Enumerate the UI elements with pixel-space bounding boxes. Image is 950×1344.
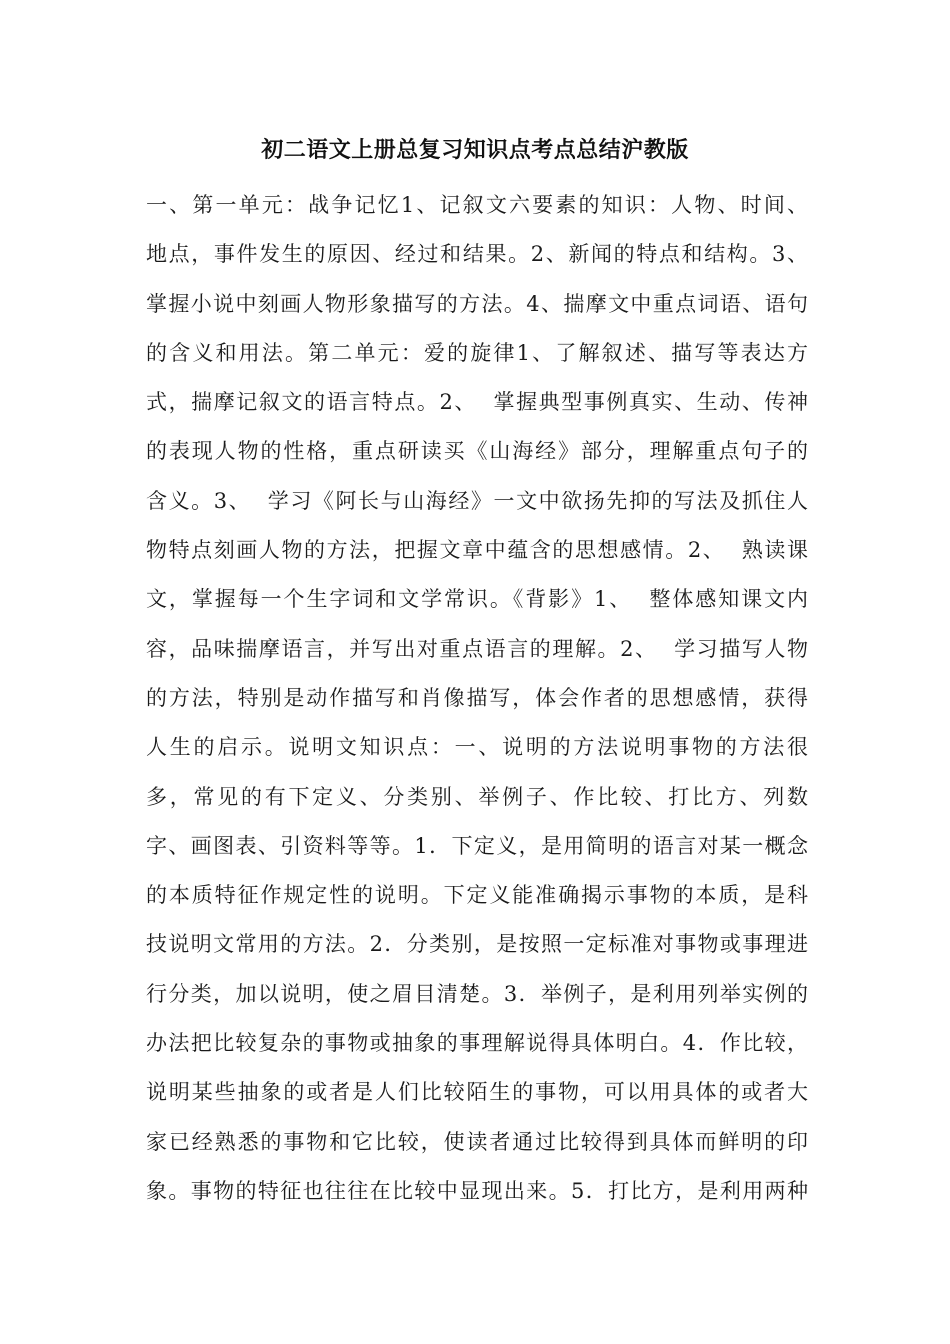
body-line-8: 物特点刻画人物的方法，把握文章中蕴含的思想感情。2、 熟读课 xyxy=(146,538,808,563)
body-line-19: 说明某些抽象的或者是人们比较陌生的事物，可以用具体的或者大 xyxy=(146,1080,808,1105)
body-line-17: 行分类，加以说明，使之眉目清楚。3．举例子，是利用列举实例的 xyxy=(146,981,808,1006)
body-line-13: 多，常见的有下定义、分类别、举例子、作比较、打比方、列数 xyxy=(146,784,808,809)
body-line-4: 的含义和用法。第二单元：爱的旋律1、了解叙述、描写等表达方 xyxy=(146,340,808,365)
body-line-21: 象。事物的特征也往往在比较中显现出来。5．打比方，是利用两种 xyxy=(146,1178,808,1203)
body-line-12: 人生的启示。说明文知识点：一、说明的方法说明事物的方法很 xyxy=(146,735,808,760)
body-line-15: 的本质特征作规定性的说明。下定义能准确揭示事物的本质，是科 xyxy=(146,883,808,908)
body-line-9: 文，掌握每一个生字词和文学常识。《背影》1、 整体感知课文内 xyxy=(146,587,808,612)
body-line-5: 式，揣摩记叙文的语言特点。2、 掌握典型事例真实、生动、传神 xyxy=(146,390,808,415)
body-line-3: 掌握小说中刻画人物形象描写的方法。4、揣摩文中重点词语、语句 xyxy=(146,291,808,316)
body-line-10: 容，品味揣摩语言，并写出对重点语言的理解。2、 学习描写人物 xyxy=(146,636,808,661)
body-line-20: 家已经熟悉的事物和它比较，使读者通过比较得到具体而鲜明的印 xyxy=(146,1129,808,1154)
body-line-2: 地点，事件发生的原因、经过和结果。2、新闻的特点和结构。3、 xyxy=(146,242,808,267)
document-title: 初二语文上册总复习知识点考点总结沪教版 xyxy=(261,138,689,163)
body-line-7: 含义。3、 学习《阿长与山海经》一文中欲扬先抑的写法及抓住人 xyxy=(146,488,808,513)
body-line-11: 的方法，特别是动作描写和肖像描写，体会作者的思想感情，获得 xyxy=(146,685,808,710)
body-line-16: 技说明文常用的方法。2．分类别，是按照一定标准对事物或事理进 xyxy=(146,932,808,957)
body-line-14: 字、画图表、引资料等等。1．下定义，是用简明的语言对某一概念 xyxy=(146,833,808,858)
body-line-18: 办法把比较复杂的事物或抽象的事理解说得具体明白。4．作比较， xyxy=(146,1031,808,1056)
body-line-1: 一、第一单元：战争记忆1、记叙文六要素的知识：人物、时间、 xyxy=(146,193,808,217)
document-body xyxy=(146,181,808,1216)
body-line-6: 的表现人物的性格，重点研读买《山海经》部分，理解重点句子的 xyxy=(146,439,808,464)
